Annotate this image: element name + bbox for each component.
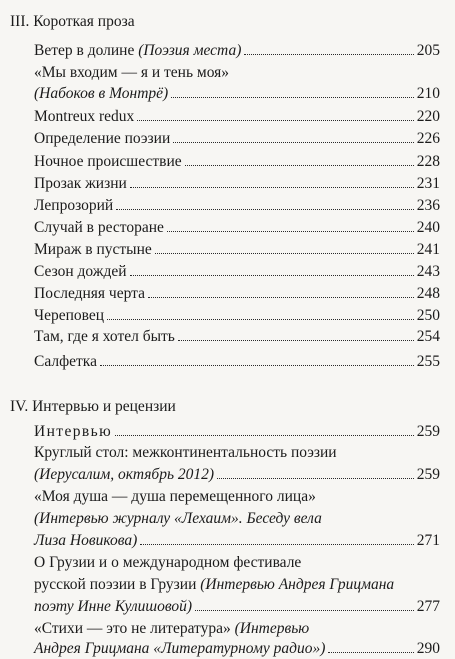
- entry-title: «Мы входим — я и тень моя»: [34, 64, 230, 81]
- page-number: 259: [416, 423, 440, 440]
- section-title: IV. Интервью и рецензии: [10, 398, 176, 415]
- toc-entry[interactable]: [34, 352, 440, 372]
- toc-entry[interactable]: [34, 531, 440, 551]
- page-number: 220: [416, 108, 440, 125]
- entry-title: Ночное происшествие: [34, 153, 182, 170]
- entry-title: Случай в ресторане: [34, 219, 164, 236]
- leader-dots: [137, 120, 413, 121]
- page-number: 241: [416, 241, 440, 258]
- toc-entry[interactable]: [34, 84, 440, 104]
- toc-entry[interactable]: [34, 465, 440, 485]
- entry-title: Последняя черта: [34, 285, 145, 302]
- leader-dots: [244, 54, 413, 55]
- section-title: III. Короткая проза: [10, 13, 135, 30]
- page-number: 226: [416, 130, 440, 147]
- entry-title-cont: русской поэзии в Грузии: [34, 576, 201, 593]
- toc-entry[interactable]: [34, 196, 440, 216]
- leader-dots: [173, 142, 414, 143]
- entry-subtitle: (Интервью журналу «Лехаим». Беседу вела: [34, 510, 322, 527]
- leader-dots: [217, 478, 414, 479]
- entry-title: Определение поэзии: [34, 130, 171, 147]
- entry-title: «Стихи — это не литература»: [34, 620, 235, 637]
- entry-title: Салфетка: [34, 353, 97, 370]
- leader-dots: [100, 365, 414, 366]
- page-number: 277: [416, 598, 440, 615]
- page-number: 210: [416, 85, 440, 102]
- entry-title: Интервью: [34, 423, 113, 440]
- leader-dots: [155, 253, 414, 254]
- leader-dots: [185, 165, 414, 166]
- leader-dots: [328, 652, 413, 653]
- page-number: 259: [416, 466, 440, 483]
- page-number: 231: [416, 175, 440, 192]
- entry-title: Montreux redux: [34, 108, 135, 125]
- toc-entry[interactable]: [34, 41, 440, 61]
- page-number: 248: [416, 285, 440, 302]
- page-number: 255: [416, 353, 440, 370]
- toc-entry[interactable]: [34, 639, 440, 659]
- leader-dots: [140, 544, 413, 545]
- toc-entry[interactable]: [34, 306, 440, 326]
- entry-title: О Грузии и о международном фестивале: [34, 554, 302, 571]
- leader-dots: [130, 275, 414, 276]
- entry-subtitle: (Иерусалим, октябрь 2012): [34, 466, 215, 483]
- leader-dots: [178, 340, 414, 341]
- entry-title: Череповец: [34, 307, 105, 324]
- page-number: 236: [416, 197, 440, 214]
- entry-subtitle: Лиза Новикова): [34, 532, 138, 549]
- entry-subtitle: (Интервью: [234, 620, 310, 637]
- toc-entry[interactable]: [34, 597, 440, 617]
- entry-subtitle: Андрея Грицмана «Литературному радио»): [34, 640, 326, 657]
- entry-subtitle: (Интервью Андрея Грицмана: [200, 576, 395, 593]
- entry-title: «Моя душа — душа перемещенного лица»: [34, 488, 316, 505]
- leader-dots: [116, 209, 414, 210]
- page-number: 243: [416, 263, 440, 280]
- page-number: 240: [416, 219, 440, 236]
- leader-dots: [148, 297, 414, 298]
- entry-subtitle: поэту Инне Кулишовой): [34, 598, 193, 615]
- toc-entry[interactable]: [34, 218, 440, 238]
- toc-entry[interactable]: [34, 107, 440, 127]
- leader-dots: [171, 97, 414, 98]
- toc-entry[interactable]: [34, 262, 440, 282]
- leader-dots: [195, 610, 414, 611]
- leader-dots: [130, 187, 414, 188]
- page-number: 271: [416, 532, 440, 549]
- page-number: 290: [416, 640, 440, 657]
- toc-entry[interactable]: [34, 422, 440, 442]
- toc-entry[interactable]: [34, 152, 440, 172]
- page-number: 205: [416, 42, 440, 59]
- entry-title: Прозак жизни: [34, 175, 127, 192]
- toc-entry[interactable]: [34, 327, 440, 347]
- toc-entry[interactable]: [34, 240, 440, 260]
- toc-entry[interactable]: [34, 174, 440, 194]
- entry-title: Мираж в пустыне: [34, 241, 152, 258]
- leader-dots: [167, 231, 414, 232]
- toc-entry[interactable]: [34, 284, 440, 304]
- page-number: 254: [416, 328, 440, 345]
- page-number: 228: [416, 153, 440, 170]
- entry-title: Круглый стол: межконтинентальность поэзии: [34, 444, 337, 461]
- page-number: 250: [416, 307, 440, 324]
- entry-subtitle: (Поэзия места): [138, 42, 242, 59]
- entry-title: Сезон дождей: [34, 263, 127, 280]
- leader-dots: [115, 435, 414, 436]
- entry-title: Там, где я хотел быть: [34, 328, 175, 345]
- leader-dots: [107, 319, 414, 320]
- entry-title: Ветер в долине: [34, 42, 135, 59]
- toc-entry[interactable]: [34, 129, 440, 149]
- entry-title: Лепрозорий: [34, 197, 114, 214]
- entry-subtitle: (Набоков в Монтрё): [34, 85, 169, 102]
